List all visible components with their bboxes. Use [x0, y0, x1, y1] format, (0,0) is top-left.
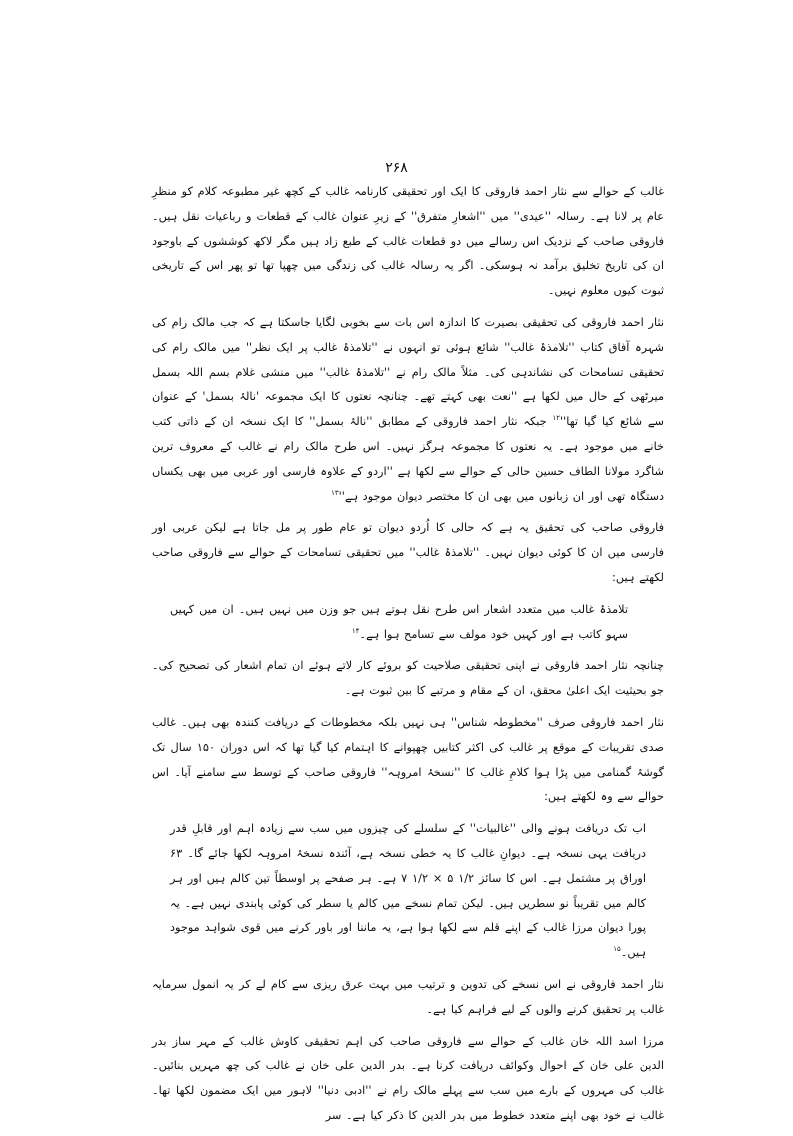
quote-text: تلامذۂ غالب میں متعدد اشعار اس طرح نقل ہوتے ہیں جو وزن میں نہیں ہیں۔ ان میں کہیں سہو کاتب ہے اور کہیں خود مولف سے تسامح ہوا ہے۔	[170, 602, 628, 641]
paragraph: چنانچہ نثار احمد فاروقی نے اپنی تحقیقی صلاحیت کو بروئے کار لاتے ہوئے ان تمام اشعار کی تصحیح کی۔ جو بحیثیت ایک اعلیٰ محقق، ان کے مقام و مرتبے کا بین ثبوت ہے۔	[152, 659, 664, 698]
paragraph: غالب کے حوالے سے نثار احمد فاروقی کا ایک اور تحقیقی کارنامہ غالب کے کچھ غیر مطبوعہ کلام کو منظرِ عام پر لانا ہے۔ رسالہ ''عیدی'' میں ''اشعارِ متفرق'' کے زیرِ عنوان غالب کے قطعات و رباعیات نقل ہیں۔ فاروقی صاحب کے نزدیک اس رسالے میں دو قطعات غالب کے طبع زاد ہیں مگر لاکھ کوششوں کے باوجود ان کی تاریخ تخلیق برآمد نہ ہوسکی۔ اگر یہ رسالہ غالب کی زندگی میں چھپا تھا تو پھر اس کے تاریخی ثبوت کیوں معلوم نہیں۔	[152, 185, 664, 298]
quote-text: اب تک دریافت ہونے والی ''غالبیات'' کے سلسلے کی چیزوں میں سب سے زیادہ اہم اور قابلِ قدر دریافت یہی نسخہ ہے۔ دیوانِ غالب کا یہ خطی نسخہ ہے، آئندہ نسخۂ امروہہ لکھا جائے گا۔ ۶۳ اوراق پر مشتمل ہے۔ اس کا سائز ۱/۲ ۵ × ۱/۲ ۷ ہے۔ ہر صفحے پر اوسطاً تین کالم ہیں اور ہر کالم میں تقریباً نو سطریں ہیں۔ لیکن تمام نسخے میں کالم یا سطر کی کوئی پابندی نہیں ہے۔ یہ پورا دیوان مرزا غالب کے اپنے قلم سے لکھا ہوا ہے، یہ ماننا اور باور کرنے میں قوی شواہد موجود ہیں۔	[170, 822, 647, 960]
paragraph: فاروقی صاحب کی تحقیق یہ ہے کہ حالی کا اُردو دیوان تو عام طور پر مل جاتا ہے لیکن عربی اور فارسی میں ان کا کوئی دیوان نہیں۔ ''تلامذۂ غالب'' میں تحقیقی تسامحات کے حوالے سے فاروقی صاحب لکھتے ہیں:	[152, 521, 664, 584]
paragraph-text: جبکہ نثار احمد فاروقی کے مطابق ''نالۂ بسمل'' کا ایک نسخہ ان کے ذاتی کتب خانے میں موجود ہے۔ یہ نعتوں کا مجموعہ ہرگز نہیں۔ اس طرح مالک رام نے غالب کے معروف ترین شاگرد مولانا الطاف حسین حالی کے حوالے سے لکھا ہے ''اردو کے علاوہ فارسی اور عربی میں بھی یکساں دستگاہ تھی اور ان زبانوں میں بھی ان کا مختصر دیوان موجود ہے''	[152, 415, 664, 503]
paragraph: نثار احمد فاروقی نے اس نسخے کی تدوین و ترتیب میں بہت عرق ریزی سے کام لے کر یہ انمول سرمایہ غالب پر تحقیق کرنے والوں کے لیے فراہم کیا ہے۔	[152, 977, 664, 1016]
page-number: ۲۶۸	[385, 160, 408, 176]
footnote-marker: ۱۳	[331, 488, 339, 497]
block-quote	[170, 598, 628, 648]
paragraph: نثار احمد فاروقی صرف ''مخطوطہ شناس'' ہی نہیں بلکہ مخطوطات کے دریافت کنندہ بھی ہیں۔ غالب صدی تقریبات کے موقع پر غالب کی اکثر کتابیں چھپوانے کا اہتمام کیا گیا تھا کہ اس دوران ۱۵۰ سال تک گوشۂ گمنامی میں پڑا ہوا کلامِ غالب کا ''نسخۂ امروہہ'' فاروقی صاحب کے توسط سے سامنے آیا۔ اس حوالے سے وہ لکھتے ہیں:	[152, 715, 664, 804]
footnote-marker: ۱۲	[552, 414, 561, 423]
footnote-marker: ۱۵	[613, 945, 621, 954]
paragraph-text: نثار احمد فاروقی کی تحقیقی بصیرت کا اندازہ اس بات سے بخوبی لگایا جاسکتا ہے کہ جب مالک رام کی شہرہ آفاق کتاب ''تلامذۂ غالب'' شائع ہوئی تو انہوں نے ''تلامذۂ غالب پر ایک نظر'' میں مالک رام کی تحقیقی تسامحات کی نشاندہی کی۔ مثلاً مالک رام نے ''تلامذۂ غالب'' میں منشی غلام بسم اللہ بسمل میرٹھی کے حال میں لکھا ہے ''نعت بھی کہتے تھے۔ چنانچہ نعتوں کا ایک مجموعہ 'نالۂ بسمل' کے عنوان سے شائع کیا گیا تھا''	[152, 315, 665, 429]
article-body	[152, 180, 664, 1136]
paragraph	[152, 311, 664, 509]
block-quote	[170, 817, 646, 966]
footnote-marker: ۱۴	[351, 626, 360, 635]
paragraph: مرزا اسد اللہ خان غالب کے حوالے سے فاروقی صاحب کی اہم تحقیقی کاوش غالب کے مہر ساز بدر الدین علی خان کے احوال وکوائف دریافت کرنا ہے۔ بدر الدین علی خان نے غالب کی چھ مہریں بنائیں۔ غالب کی مہروں کے بارے میں سب سے پہلے مالک رام نے ''ادبی دنیا'' لاہور میں ایک مضمون لکھا تھا۔ غالب نے خود بھی اپنے متعدد خطوط میں بدر الدین کا ذکر کیا ہے۔ سر	[152, 1034, 664, 1122]
